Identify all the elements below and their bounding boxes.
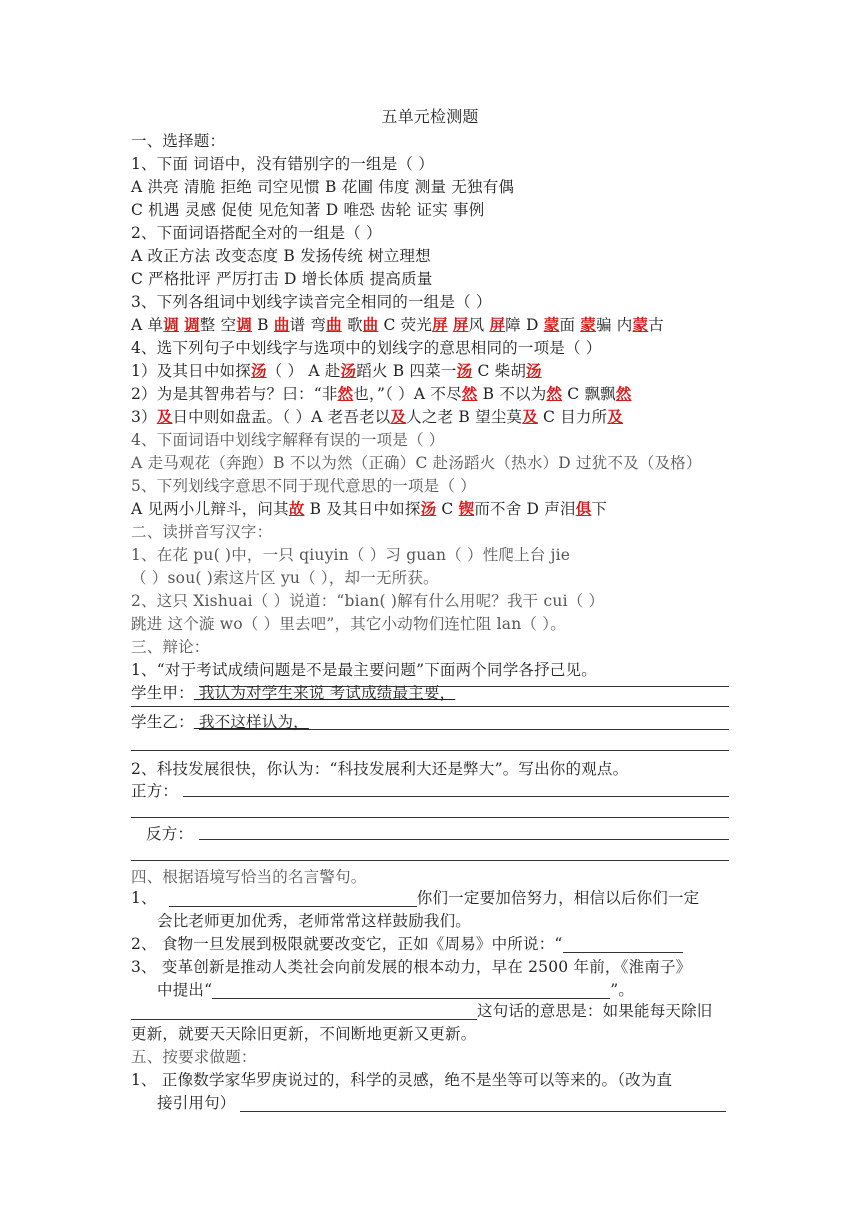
- student-a-label: 学生甲：: [131, 684, 194, 702]
- section-4-heading: 四、根据语境写恰当的名言警句。: [131, 868, 367, 886]
- motto-q3-meaning-cont: 更新，就要天天除旧更新，不间断地更新又更新。: [131, 1025, 477, 1043]
- answer-line[interactable]: [199, 729, 729, 730]
- q1-stem: 1、下面 词语中，没有错别字的一组是（ ）: [131, 155, 434, 173]
- q2-stem: 2、下面词语搭配全对的一组是（ ）: [131, 224, 382, 242]
- q4-stem: 4、选下列句子中划线字与选项中的划线字的意思相同的一项是（ ）: [131, 339, 602, 357]
- page-title: 五单元检测题: [381, 107, 479, 126]
- q5-options: A 见两小儿辩斗，问其故 B 及其日中如探汤 C 锲而不舍 D 声泪俱下: [131, 499, 608, 518]
- motto-q3: 3、 变革创新是推动人类社会向前发展的根本动力，早在 2500 年前，《淮南子》: [131, 958, 692, 976]
- section-2-heading: 二、读拼音写汉字：: [131, 523, 273, 541]
- answer-line[interactable]: [131, 860, 729, 861]
- section-5-heading: 五、按要求做题：: [131, 1048, 257, 1066]
- fill-blank[interactable]: [212, 980, 610, 999]
- answer-line[interactable]: [131, 750, 729, 751]
- student-a-text: 我认为对学生来说 考试成绩最主要，: [193, 684, 456, 702]
- answer-line[interactable]: [131, 706, 729, 707]
- fill-blank[interactable]: [169, 888, 417, 907]
- answer-line[interactable]: [199, 839, 729, 840]
- q2-options-ab: A 改正方法 改变态度 B 发扬传统 树立理想: [131, 247, 431, 265]
- pro-label: 正方：: [131, 782, 179, 800]
- rewrite-q1: 1、 正像数学家华罗庚说过的，科学的灵感，绝不是坐等可以等来的。（改为直: [131, 1071, 673, 1089]
- answer-line[interactable]: [131, 817, 729, 818]
- con-label: 反方：: [146, 825, 194, 843]
- pinyin-line-2: （ ）sou( )索这片区 yu（ ），却一无所获。: [131, 569, 439, 587]
- q1-options-cd: C 机遇 灵感 促使 见危知著 D 唯恐 齿轮 证实 事例: [131, 201, 485, 219]
- answer-line[interactable]: [183, 796, 729, 797]
- q4b-stem: 4、下面词语中划线字解释有误的一项是（ ）: [131, 431, 445, 449]
- q4-line-1: 1）及其日中如探汤（ ） A 赴汤蹈火 B 四菜一汤 C 柴胡汤: [131, 361, 542, 380]
- q2-options-cd: C 严格批评 严厉打击 D 增长体质 提高质量: [131, 270, 433, 288]
- section-3-heading: 三、辩论：: [131, 638, 210, 656]
- answer-line[interactable]: [199, 686, 729, 687]
- q4-line-2: 2）为是其智弗若与？曰：“非然也，”（ ）A 不尽然 B 不以为然 C 飘飘然: [131, 384, 632, 403]
- q4b-options: A 走马观花（奔跑）B 不以为然（正确）C 赴汤蹈火（热水）D 过犹不及（及格）: [131, 454, 702, 472]
- motto-q1: 1、 你们一定要加倍努力，相信以后你们一定: [131, 889, 700, 907]
- q1-options-ab: A 洪亮 清脆 拒绝 司空见惯 B 花圃 伟度 测量 无独有偶: [131, 178, 515, 196]
- pinyin-line-3: 2、这只 Xishuai（ ）说道：“bian( )解有什么用呢？我干 cui（ ）: [131, 592, 605, 610]
- q3-options: A 单调 调整 空调 B 曲谱 弯曲 歌曲 C 荧光屏 屏风 屏障 D 蒙面 蒙骗 内蒙古: [131, 315, 664, 334]
- q3-stem: 3、下列各组词中划线字读音完全相同的一组是（ ）: [131, 293, 492, 311]
- q4-line-3: 3）及日中则如盘盂。（ ）A 老吾老以及人之老 B 望尘莫及 C 目力所及: [131, 407, 624, 426]
- motto-q2: 2、 食物一旦发展到极限就要改变它，正如《周易》中所说：“: [131, 933, 683, 955]
- pinyin-line-1: 1、在花 pu( )中，一只 qiuyin（ ）习 guan（ ）性爬上台 jie: [131, 546, 571, 564]
- debate-q2: 2、科技发展很快，你认为：“科技发展利大还是弊大”。写出你的观点。: [131, 760, 629, 778]
- fill-blank[interactable]: [240, 1093, 726, 1112]
- fill-blank[interactable]: [563, 934, 683, 953]
- student-b-label: 学生乙：: [131, 713, 194, 731]
- motto-q3-meaning: 这句话的意思是：如果能每天除旧: [131, 1000, 713, 1022]
- motto-q1-cont: 会比老师更加优秀，老师常常这样鼓励我们。: [157, 912, 472, 930]
- pinyin-line-4: 跳进 这个漩 wo（ ）里去吧”，其它小动物们连忙阻 lan（ ）。: [131, 615, 566, 633]
- section-1-heading: 一、选择题：: [131, 132, 226, 150]
- motto-q3-cont: 中提出“ ”。: [157, 981, 635, 999]
- q5-stem: 5、下列划线字意思不同于现代意思的一项是（ ）: [131, 477, 476, 495]
- rewrite-q1-cont: 接引用句）: [157, 1092, 726, 1114]
- fill-blank[interactable]: [131, 1001, 477, 1020]
- student-b-text: 我不这样认为，: [193, 713, 309, 731]
- debate-q1: 1、“对于考试成绩问题是不是最主要问题”下面两个同学各抒己见。: [131, 661, 597, 679]
